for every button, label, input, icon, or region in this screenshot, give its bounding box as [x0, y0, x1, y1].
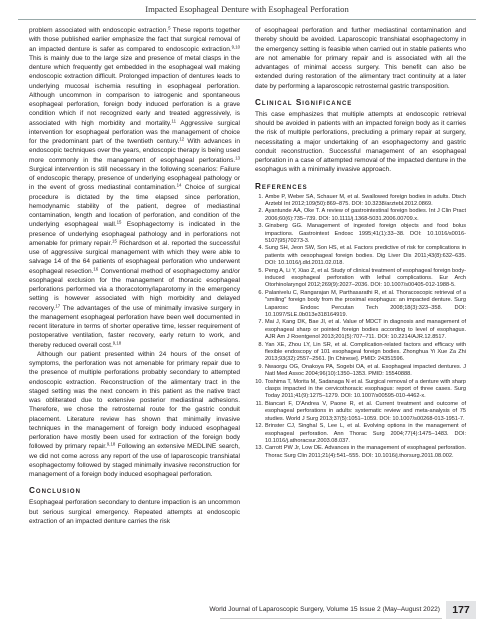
conclusion-paragraph: Esophageal perforation secondary to denture impaction is an uncommon but serious surgical emergency. Repeated attempts at endoscopic extraction of an impacted denture carries the risk	[29, 499, 240, 525]
reference-item: 3. Ginsberg GG. Management of ingested foreign objects and food bolus impactions. Gastrointest Endosc 1995;41(1):33–38. DOI: 10.1016/s0016-5107(95)70273-3.	[258, 223, 466, 244]
discussion-paragraph-1: problem associated with endoscopic extraction.$^5$ These reports together with those published earlier emphasize the fact that surgical removal of an impacted denture is safer as compared to endoscopic extraction.$^{9,10}$ This is mainly due to the large size and presence of metal clasps in the denture which frequently get embedded in the esophageal wall making endoscopic extraction difficult. Prolonged impaction of dentures leads to underlying mucosal ischemia resulting in esophageal perforation. Although uncommon in comparison to iatrogenic and spontaneous esophageal perforation, foreign body induced perforation is a grave condition which if not recognized early and treated aggressively, is associated with high morbidity and mortality.$^{11}$ Aggressive surgical intervention for esophageal perforation was the management of choice for the predominant part of the twentieth century.$^{12}$ With advances in endoscopic techniques over the years, endoscopic therapy is being used more commonly in the management of esophageal perforations.$^{13}$ Surgical intervention is still necessary in the following scenarios: Failure of endoscopic therapy, presence of underlying esophageal pathology or in the event of gross mediastinal contamination.$^{14}$ Choice of surgical procedure is dictated by the time elapsed since perforation, hemodynamic stability of the patient, degree of mediastinal contamination, length and location of perforation, and condition of the underlying esophageal wall.$^{15}$ Esophagectomy is indicated in the presence of underlying esophageal pathology and in perforations not amenable for primary repair.$^{15}$ Richardson et al. reported the successful use of aggressive surgical management with which they were able to salvage 14 of the 64 patients of esophageal perforation who underwent esophageal resection.$^{16}$ Conventional method of esophagectomy and/or esophageal exclusion for the management of thoracic esophageal perforations performed via a thoracotomy/laparotomy in the emergency setting is however associated with high morbidity and delayed recovery.$^{17}$ The advantages of the use of minimally invasive surgery in the management esophageal perforation have been well documented in recent literature in terms of shorter operative time, lesser requirement of postoperative ventilation, faster recovery, early return to work, and thereby reduced overall cost.$^{9,18}$	[29, 25, 241, 349]
page-number: 177	[446, 601, 476, 619]
clinical-significance-paragraph: This case emphasizes that multiple attempts at endoscopic retrieval should be avoided in patients with an impacted foreign body as it carries the risk of multiple perforations, precluding a primary repair at surgery, necessitating a major undertaking of an esophagectomy and gastric conduit reconstruction. Successful management of an esophageal perforation in a case of attempted removal of the impacted denture in the esophagus with a minimally invasive approach.	[255, 110, 466, 174]
reference-item: 6. Palanivelu C, Rangarajan M, Parthasarathi R, et al. Thoracoscopic retrieval of a "smiling" foreign body from the proximal esophagus: an impacted denture. Surg Laparosc Endosc Percutan Tech 2008;18(3):323–358. DOI: 10.1097/SLE.0b013e318164919.	[258, 289, 466, 318]
header-divider	[18, 19, 476, 20]
clinical-significance-heading: Clinical Significance	[255, 97, 353, 107]
conclusion-paragraph-continued: of esophageal perforation and further mediastinal contamination and thereby should be avoided. Laparoscopic transhiatal esophagectomy in the emergency setting is feasible when carried out in stable patients who are not amenable for primary repair and is associated with all the advantages of minimal access surgery. This benefit can also be extended during restoration of the alimentary tract continuity at a later date by performing a laparoscopic retrosternal gastric transposition.	[255, 27, 466, 90]
conclusion-heading: Conclusion	[29, 486, 81, 496]
reference-item: 2. Ayantunde AA, Oke T. A review of gastrointestinal foreign bodies. Int J Clin Pract 2006;60(6):735–739. DOI: 10.1111/j.1368-5031.2006.00709.x.	[258, 208, 466, 222]
reference-item: 9. Nwaorgu OG, Onakoya PA, Sogebi OA, et al. Esophageal impacted dentures. J Natl Med Assoc 2004;96(10):1350–1353. PMID: 15540888.	[258, 363, 466, 378]
reference-item: 7. Mai J, Kang DK, Bae JI, et al. Value of MDCT in diagnosis and management of esophageal sharp or pointed foreign bodies according to level of esophagus. AJR Am J Roentgenol 2013;201(5):707–711. DOI: 10.2214/AJR.12.8517.	[258, 319, 466, 341]
references-heading: References	[255, 181, 308, 191]
reference-item: 13. Carrott PW Jr, Low DE. Advances in the management of esophageal perforation. Thorac Surg Clin 2011;21(4):541–555. DOI: 10.1016/j.thorsurg.2011.08.002.	[255, 445, 466, 459]
running-header: Impacted Esophageal Denture with Esophageal Perforation	[145, 4, 349, 14]
reference-item: 10. Toshima T, Morita M, Sadanaga N et al. Surgical removal of a denture with sharp clasps impacted in the cervicothoracic esophagus: report of three cases. Surg Today 2011;41(9):1275–1279. DOI: 10.1007/s00595-010-4462-x.	[255, 378, 466, 400]
discussion-paragraph-2: Although our patient presented within 24 hours of the onset of symptoms, the perforation was not amenable for primary repair due to the presence of multiple perforations probably secondary to attempted endoscopic extraction. Reconstruction of the alimentary tract in the staged setting was the next concern in this patient as the native tract was obliterated due to extensive posterior mediastinal adhesions. Therefore, we chose the retrosternal route for the gastric conduit placement. Literature review has shown that minimally invasive techniques in the management of foreign body induced esophageal perforation have mostly been used for extraction of the foreign body followed by primary repair.$^{9,18}$ Following an extensive MEDLINE search, we did not come across any report of the use of laparoscopic transhiatal esophagectomy followed by staged minimally invasive reconstruction for management of a foreign body induced esophageal perforation.	[29, 350, 240, 478]
reference-item: 8. Yan XE, Zhou LY, Lin SR, et al. Complication-related factors and efficacy with flexible endoscopy of 101 esophageal foreign bodies. Zhonghua Yi Xue Za Zhi 2013;93(32):2557–2561. [In Chinese]. PMID: 24351596.	[258, 341, 466, 363]
right-column	[255, 26, 466, 460]
references-list	[255, 194, 466, 461]
reference-item: 11. Biancari F, D'Andrea V, Paone R, et al. Current treatment and outcome of esophageal perforations in adults: systematic review and meta-analysis of 75 studies. World J Surg 2013;37(5):1051–1059. DOI: 10.1007/s00268-013-1951-7.	[255, 401, 466, 422]
reference-item: 1. Ambe P, Weber SA, Schauer M, et al. Swallowed foreign bodies in adults. Dtsch Arztebl Int 2012;109(50):869–875. DOI: 10.3238/arztebl.2012.0869.	[258, 193, 466, 207]
left-column	[29, 26, 240, 526]
footer-divider	[220, 618, 442, 619]
reference-item: 4. Sung SH, Jeon SW, Son HS, et al. Factors predictive of risk for complications in patients with oesophageal foreign bodies. Dig Liver Dis 2011;43(8):632–635. DOI: 10.1016/j.dld.2011.02.018.	[258, 245, 466, 267]
reference-item: 5. Peng A, Li Y, Xiao Z, et al. Study of clinical treatment of esophageal foreign body-induced esophageal perforation with lethal complications. Eur Arch Otorhinolaryngol 2012;269(9):2027–2036. DOI: 10.1007/s00405-012-1988-5.	[258, 267, 466, 289]
footer-journal-info: World Journal of Laparoscopic Surgery, Volume 15 Issue 2 (May–August 2022)	[209, 606, 440, 613]
reference-item: 12. Brinster CJ, Singhal S, Lee L, et al. Evolving options in the management of esophageal perforation. Ann Thorac Surg 2004;77(4):1475–1483. DOI: 10.1016/j.athoracsur.2003.08.037.	[255, 423, 466, 444]
